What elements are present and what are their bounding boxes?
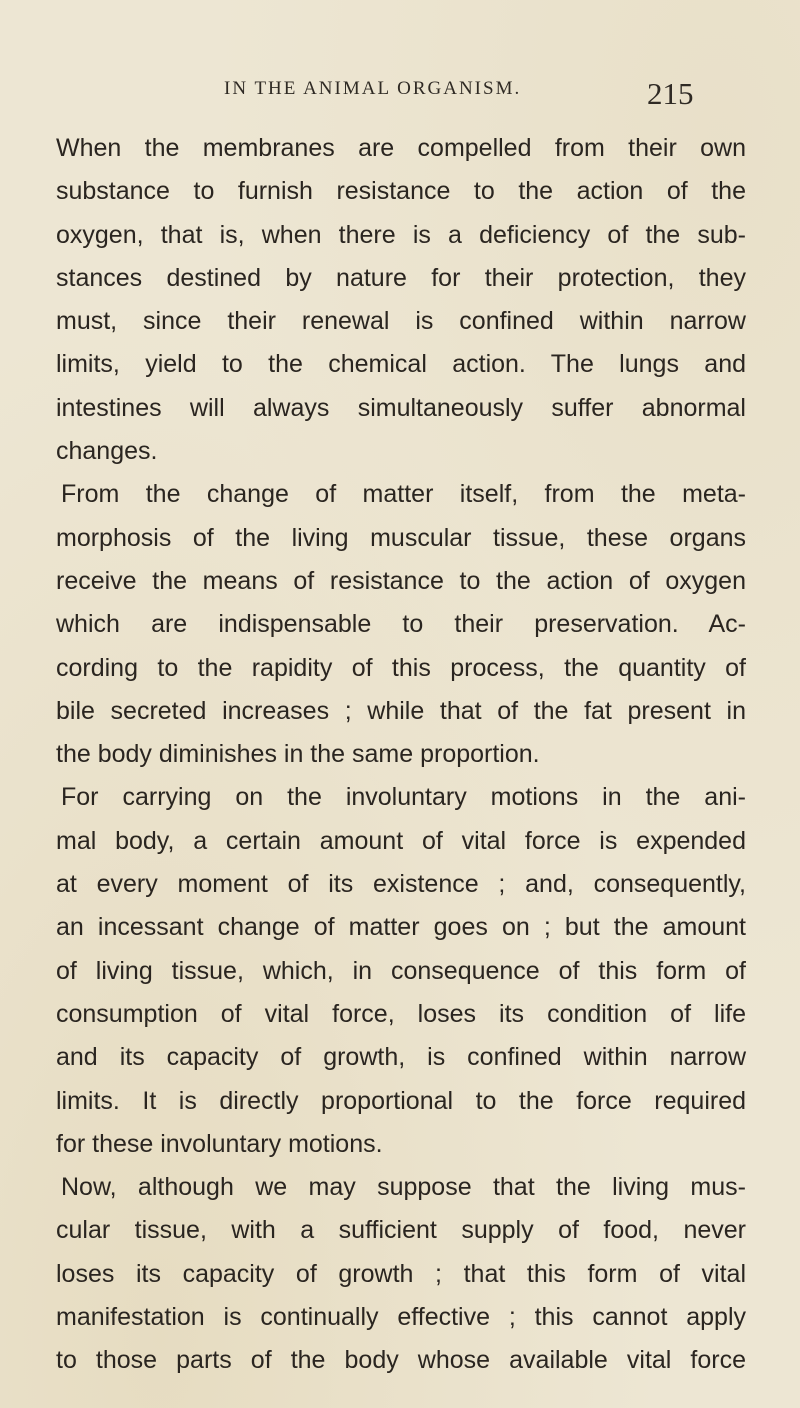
text-line: to those parts of the body whose available vital force (56, 1346, 746, 1375)
text-line: an incessant change of matter goes on ; but the amount (56, 913, 746, 942)
text-line: bile secreted increases ; while that of the fat present in (56, 696, 746, 725)
text-line: Now, although we may suppose that the living mus- (61, 1173, 746, 1202)
text-line: manifestation is continually effective ; this cannot apply (56, 1303, 746, 1332)
page-number: 215 (647, 76, 694, 111)
text-line: receive the means of resistance to the action of oxygen (56, 566, 746, 595)
body-text (56, 127, 746, 1383)
text-line: morphosis of the living muscular tissue, these organs (56, 523, 746, 552)
text-line: and its capacity of growth, is confined within narrow (56, 1043, 746, 1072)
running-head: IN THE ANIMAL ORGANISM. (224, 78, 522, 99)
text-line: limits. It is directly proportional to the force required (56, 1086, 746, 1115)
text-line: loses its capacity of growth ; that this form of vital (56, 1259, 746, 1288)
text-line: of living tissue, which, in consequence of this form of (56, 956, 746, 985)
text-line: changes. (56, 437, 158, 466)
text-line: mal body, a certain amount of vital force is expended (56, 826, 746, 855)
text-line: intestines will always simultaneously suffer abnormal (56, 393, 746, 422)
text-line: stances destined by nature for their protection, they (56, 263, 746, 292)
text-line: must, since their renewal is confined within narrow (56, 307, 746, 336)
text-line: for these involuntary motions. (56, 1129, 383, 1158)
text-line: the body diminishes in the same proportion. (56, 740, 540, 769)
text-line: oxygen, that is, when there is a deficiency of the sub- (56, 220, 746, 249)
text-line: From the change of matter itself, from the meta- (61, 480, 746, 509)
text-line: substance to furnish resistance to the action of the (56, 177, 746, 206)
text-line: cording to the rapidity of this process, the quantity of (56, 653, 746, 682)
text-line: When the membranes are compelled from their own (56, 134, 746, 162)
text-line: which are indispensable to their preservation. Ac- (56, 610, 746, 639)
text-line: consumption of vital force, loses its condition of life (56, 999, 746, 1028)
text-line: cular tissue, with a sufficient supply of food, never (56, 1216, 746, 1245)
text-line: at every moment of its existence ; and, consequently, (56, 870, 746, 899)
text-line: limits, yield to the chemical action. The lungs and (56, 350, 746, 379)
text-line: For carrying on the involuntary motions in the ani- (61, 783, 746, 812)
